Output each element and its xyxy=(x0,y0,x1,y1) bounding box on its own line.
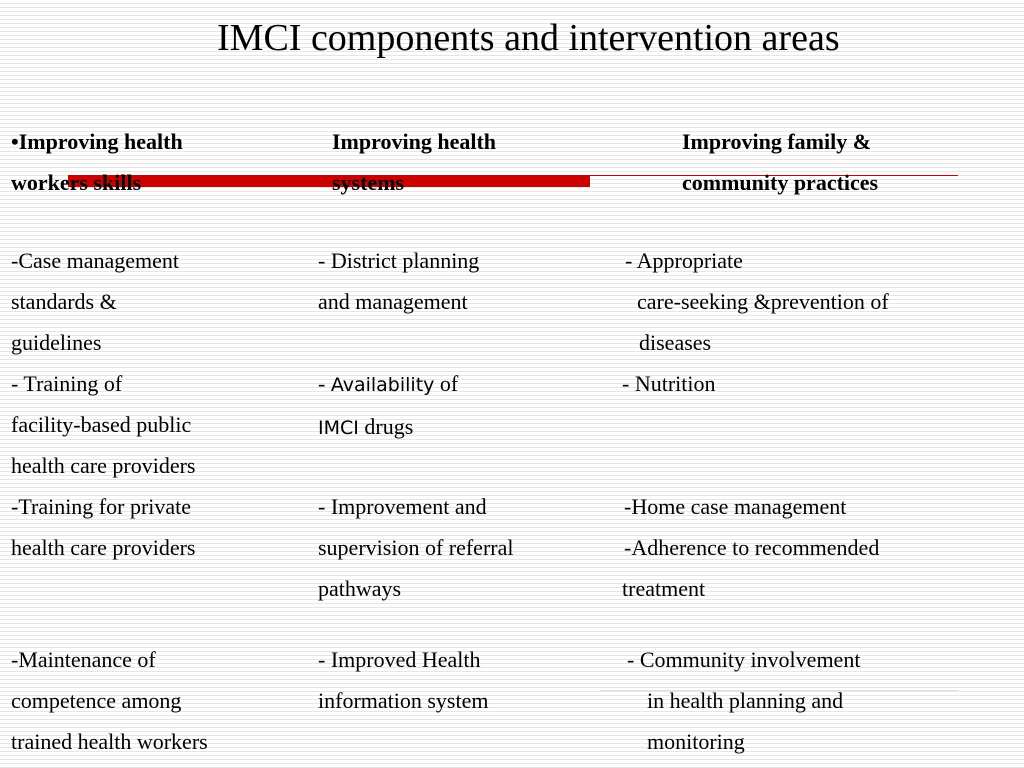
text-run: - xyxy=(318,371,331,396)
list-line: information system xyxy=(318,688,489,713)
header-line: Improving health xyxy=(332,129,497,154)
column-header-health-systems xyxy=(332,121,496,203)
list-line: - Improvement and xyxy=(318,494,487,519)
list-line: guidelines xyxy=(11,330,102,355)
list-line xyxy=(318,406,458,449)
col3-line: treatment xyxy=(622,576,706,601)
col3-line: diseases xyxy=(639,330,712,355)
text-run: drugs xyxy=(358,414,414,439)
col3-line: care-seeking &prevention of xyxy=(637,289,889,314)
header-line: Improving family & xyxy=(682,129,872,154)
list-line: - Improved Health xyxy=(318,647,481,672)
col1-group-4 xyxy=(11,639,208,762)
col3-line: - Nutrition xyxy=(622,371,716,396)
list-line: -Maintenance of xyxy=(11,647,156,672)
col3-line: in health planning and xyxy=(647,688,844,713)
list-line: - Training of xyxy=(11,371,123,396)
col2-group-3 xyxy=(318,486,513,609)
text-run: IMCI xyxy=(318,417,359,439)
list-line: -Case management xyxy=(11,248,179,273)
header-line: workers skills xyxy=(11,170,142,195)
col2-group-2 xyxy=(318,363,458,449)
col3-line: - Community involvement xyxy=(627,647,861,672)
header-line: systems xyxy=(332,170,405,195)
list-line: facility-based public xyxy=(11,412,192,437)
col3-line: monitoring xyxy=(647,729,745,754)
list-line: supervision of referral xyxy=(318,535,514,560)
list-line: trained health workers xyxy=(11,729,208,754)
header-line: community practices xyxy=(682,170,879,195)
text-run: of xyxy=(434,371,459,396)
column-header-family-community xyxy=(682,121,878,203)
list-line: and management xyxy=(318,289,468,314)
col1-group-1 xyxy=(11,240,195,568)
header-line: •Improving health xyxy=(11,129,183,154)
list-line: health care providers xyxy=(11,453,196,478)
list-line: health care providers xyxy=(11,535,196,560)
list-line: standards & xyxy=(11,289,117,314)
text-run: Availability xyxy=(330,374,435,396)
list-line: -Training for private xyxy=(11,494,192,519)
list-line: pathways xyxy=(318,576,402,601)
col3-line: -Adherence to recommended xyxy=(624,535,880,560)
col2-group-4 xyxy=(318,639,488,721)
col3-line: -Home case management xyxy=(624,494,847,519)
column-header-health-workers xyxy=(11,121,183,203)
col2-group-1 xyxy=(318,240,479,322)
col3-line: - Appropriate xyxy=(625,248,743,273)
slide-title: IMCI components and intervention areas xyxy=(217,17,840,59)
list-line xyxy=(318,363,458,406)
list-line: competence among xyxy=(11,688,182,713)
list-line: - District planning xyxy=(318,248,480,273)
